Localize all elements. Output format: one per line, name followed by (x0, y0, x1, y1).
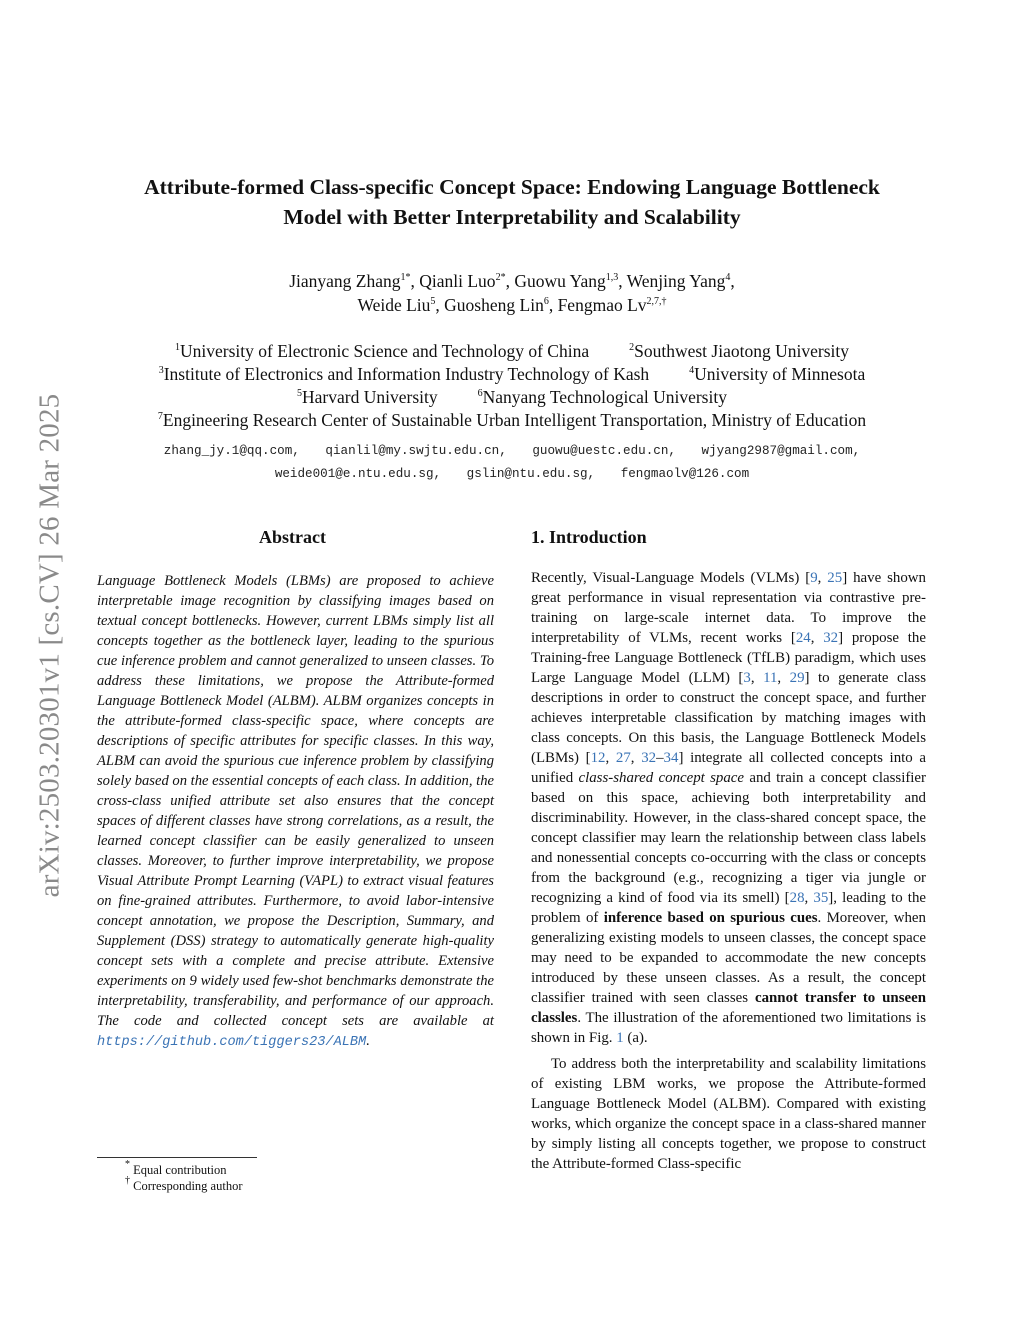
citation-link[interactable]: 32 (641, 750, 657, 766)
abstract-body: Language Bottleneck Models (LBMs) are proposed to achieve interpretable image recognition by classifying images based on textual concept bottlenecks. However, current LBMs simply list all concepts together as the bottleneck layer, leading to the spurious cue inference problem and cannot generalized to unseen classes. To address these limitations, we propose the Attribute-formed Language Bottleneck Model (ALBM). ALBM organizes concepts in the attribute-formed class-specific space, where concepts are descriptions of specific attributes for specific classes. In this way, ALBM can avoid the spurious cue inference problem by classifying solely based on the essential concepts of each class. In addition, the cross-class unified attribute set also ensures that the concept spaces of different classes have strong correlations, as a result, the learned concept classifier can be easily generalized to unseen classes. Moreover, to further improve interpretability, we propose Visual Attribute Prompt Learning (VAPL) to extract visual features on fine-grained attributes. Furthermore, to avoid labor-intensive concept annotation, we propose the Description, Summary, and Supplement (DSS) strategy to automatically generate high-quality concept sets with a complete and precise attribute. Extensive experiments on 9 widely used few-shot benchmarks demonstrate the interpretability, transferability, and performance of our approach. The code and collected concept sets are available at https://github.com/tiggers23/ALBM. (97, 573, 494, 1050)
author-mark: 6 (543, 296, 549, 307)
citation-link[interactable]: 32 (823, 630, 839, 646)
affiliation: $^6$Nanyang Technological University (477, 387, 727, 407)
author-mark: 1,3 (605, 272, 619, 283)
introduction-heading: 1. Introduction (531, 527, 647, 547)
figure-link[interactable]: 1 (616, 1030, 624, 1046)
email: guowu@uestc.edu.cn, (532, 444, 676, 458)
footnotes (97, 1159, 397, 1194)
citation-link[interactable]: 11 (763, 670, 778, 686)
title-line-2: Model with Better Interpretability and Scalability (283, 205, 741, 229)
affiliation: $^7$Engineering Research Center of Sustainable Urban Intelligent Transportation, Ministry of Education (157, 410, 867, 430)
arxiv-identifier-text: arXiv:2503.20301v1 [cs.CV] 26 Mar 2025 (33, 393, 66, 897)
citation-link[interactable]: 12 (590, 750, 606, 766)
bold-term: cannot transfer to unseen classles (531, 990, 927, 1026)
email: gslin@ntu.edu.sg, (466, 467, 596, 481)
author-mark: 2,7,† (646, 296, 667, 307)
citation-link[interactable]: 29 (789, 670, 805, 686)
citation-link[interactable]: 9 (810, 570, 818, 586)
affiliation: $^2$Southwest Jiaotong University (629, 341, 849, 361)
email: weide001@e.ntu.edu.sg, (274, 467, 442, 481)
affiliation: $^1$University of Electronic Science and Technology of China (175, 341, 590, 361)
author-list: Jianyang Zhang$^{1*}$, Qianli Luo$^{2*}$, Guowu Yang$^{1,3}$, Wenjing Yang$^4$, Weide Liu$^5$, Guosheng Lin$^6$, Fengmao $Lv^{2,7,\dagger}$ (289, 271, 735, 315)
arxiv-identifier (24, 340, 76, 950)
author-mark: 2* (495, 272, 506, 283)
introduction-body (531, 568, 926, 1174)
citation-link[interactable]: 35 (813, 890, 829, 906)
affiliation-row (90, 340, 934, 363)
author-mark: 1* (400, 272, 411, 283)
citation-link[interactable]: 34 (663, 750, 679, 766)
author-mark: 4 (725, 272, 731, 283)
paper-title (90, 172, 934, 232)
email: zhang_jy.1@qq.com, (163, 444, 300, 458)
email: fengmaolv@126.com (620, 467, 750, 481)
affiliation-row (90, 409, 934, 432)
affiliation-row (90, 386, 934, 409)
author-name: Wenjing Yang (626, 271, 726, 291)
author-mark: 5 (430, 296, 436, 307)
affiliation-row (90, 363, 934, 386)
affiliation: $^3$Institute of Electronics and Information Industry Technology of Kash (158, 364, 650, 384)
citation-link[interactable]: 25 (827, 570, 843, 586)
emphasis-term: class-shared concept space (578, 770, 745, 786)
author-name: Weide Liu (357, 295, 431, 315)
bold-term: inference based on spurious cues (603, 910, 818, 926)
author-name: Guowu Yang (514, 271, 606, 291)
citation-link[interactable]: 24 (795, 630, 811, 646)
intro-paragraph-2: To address both the interpretability and scalability limitations of existing LBM works, we propose the Attribute-formed Language Bottleneck Model (ALBM). Compared with existing works, which organize the concept space in a class-shared manner by simply listing all concepts together, we propose to construct the Attribute-formed Class-specific (531, 1056, 926, 1172)
author-name: Fengmao Lv (557, 295, 647, 315)
footnote-corresponding-author: † Corresponding author (125, 1175, 243, 1193)
author-name: Qianli Luo (419, 271, 496, 291)
citation-link[interactable]: 27 (615, 750, 631, 766)
footnote-equal-contribution: * Equal contribution (125, 1159, 227, 1177)
affiliation: $^4$University of Minnesota (689, 364, 866, 384)
affiliation-list (90, 340, 934, 432)
email-list (90, 440, 934, 486)
email: qianlil@my.swjtu.edu.cn, (325, 444, 507, 458)
affiliation: $^5$Harvard University (297, 387, 438, 407)
citation-link[interactable]: 28 (789, 890, 805, 906)
abstract-heading: Abstract (259, 527, 326, 547)
email: wjyang2987@gmail.com, (701, 444, 861, 458)
footnote-divider (97, 1157, 257, 1158)
title-line-1: Attribute-formed Class-specific Concept Space: Endowing Language Bottleneck (144, 175, 880, 199)
author-name: Jianyang Zhang (289, 271, 401, 291)
code-link[interactable]: https://github.com/tiggers23/ALBM (97, 1035, 367, 1050)
citation-link[interactable]: 3 (743, 670, 751, 686)
author-name: Guosheng Lin (444, 295, 544, 315)
intro-paragraph-1: Recently, Visual-Language Models (VLMs) [9, 25] have shown great performance in visual representation via contrastive pre-training on large-scale internet data. To improve the interpretability of VLMs, recent works [24, 32] propose the Training-free Language Bottleneck (TfLB) paradigm, which uses Large Language Model (LLM) [3, 11, 29] to generate class descriptions in order to construct the concept space, and further achieves interpretable classification by matching images with class concepts. On this basis, the Language Bottleneck Models (LBMs) [12, 27, 32–34] integrate all collected concepts into a unified class-shared concept space and train a concept classifier based on this space, achieving both interpretability and discriminability. However, in the class-shared concept space, the concept classifier may learn the relationship between class labels and nonessential concepts co-occurring with the class or concepts from the background (e.g., recognizing a tiger via jungle or recognizing a kind of food via its smell) [28, 35], leading to the problem of inference based on spurious cues. Moreover, when generalizing existing models to unseen classes, the concept space may need to be expanded to accommodate the new concepts introduced by these unseen classes. As a result, the concept classifier trained with seen classes cannot transfer to unseen classles. The illustration of the aforementioned two limitations is shown in Fig. 1 (a). (531, 570, 927, 1046)
